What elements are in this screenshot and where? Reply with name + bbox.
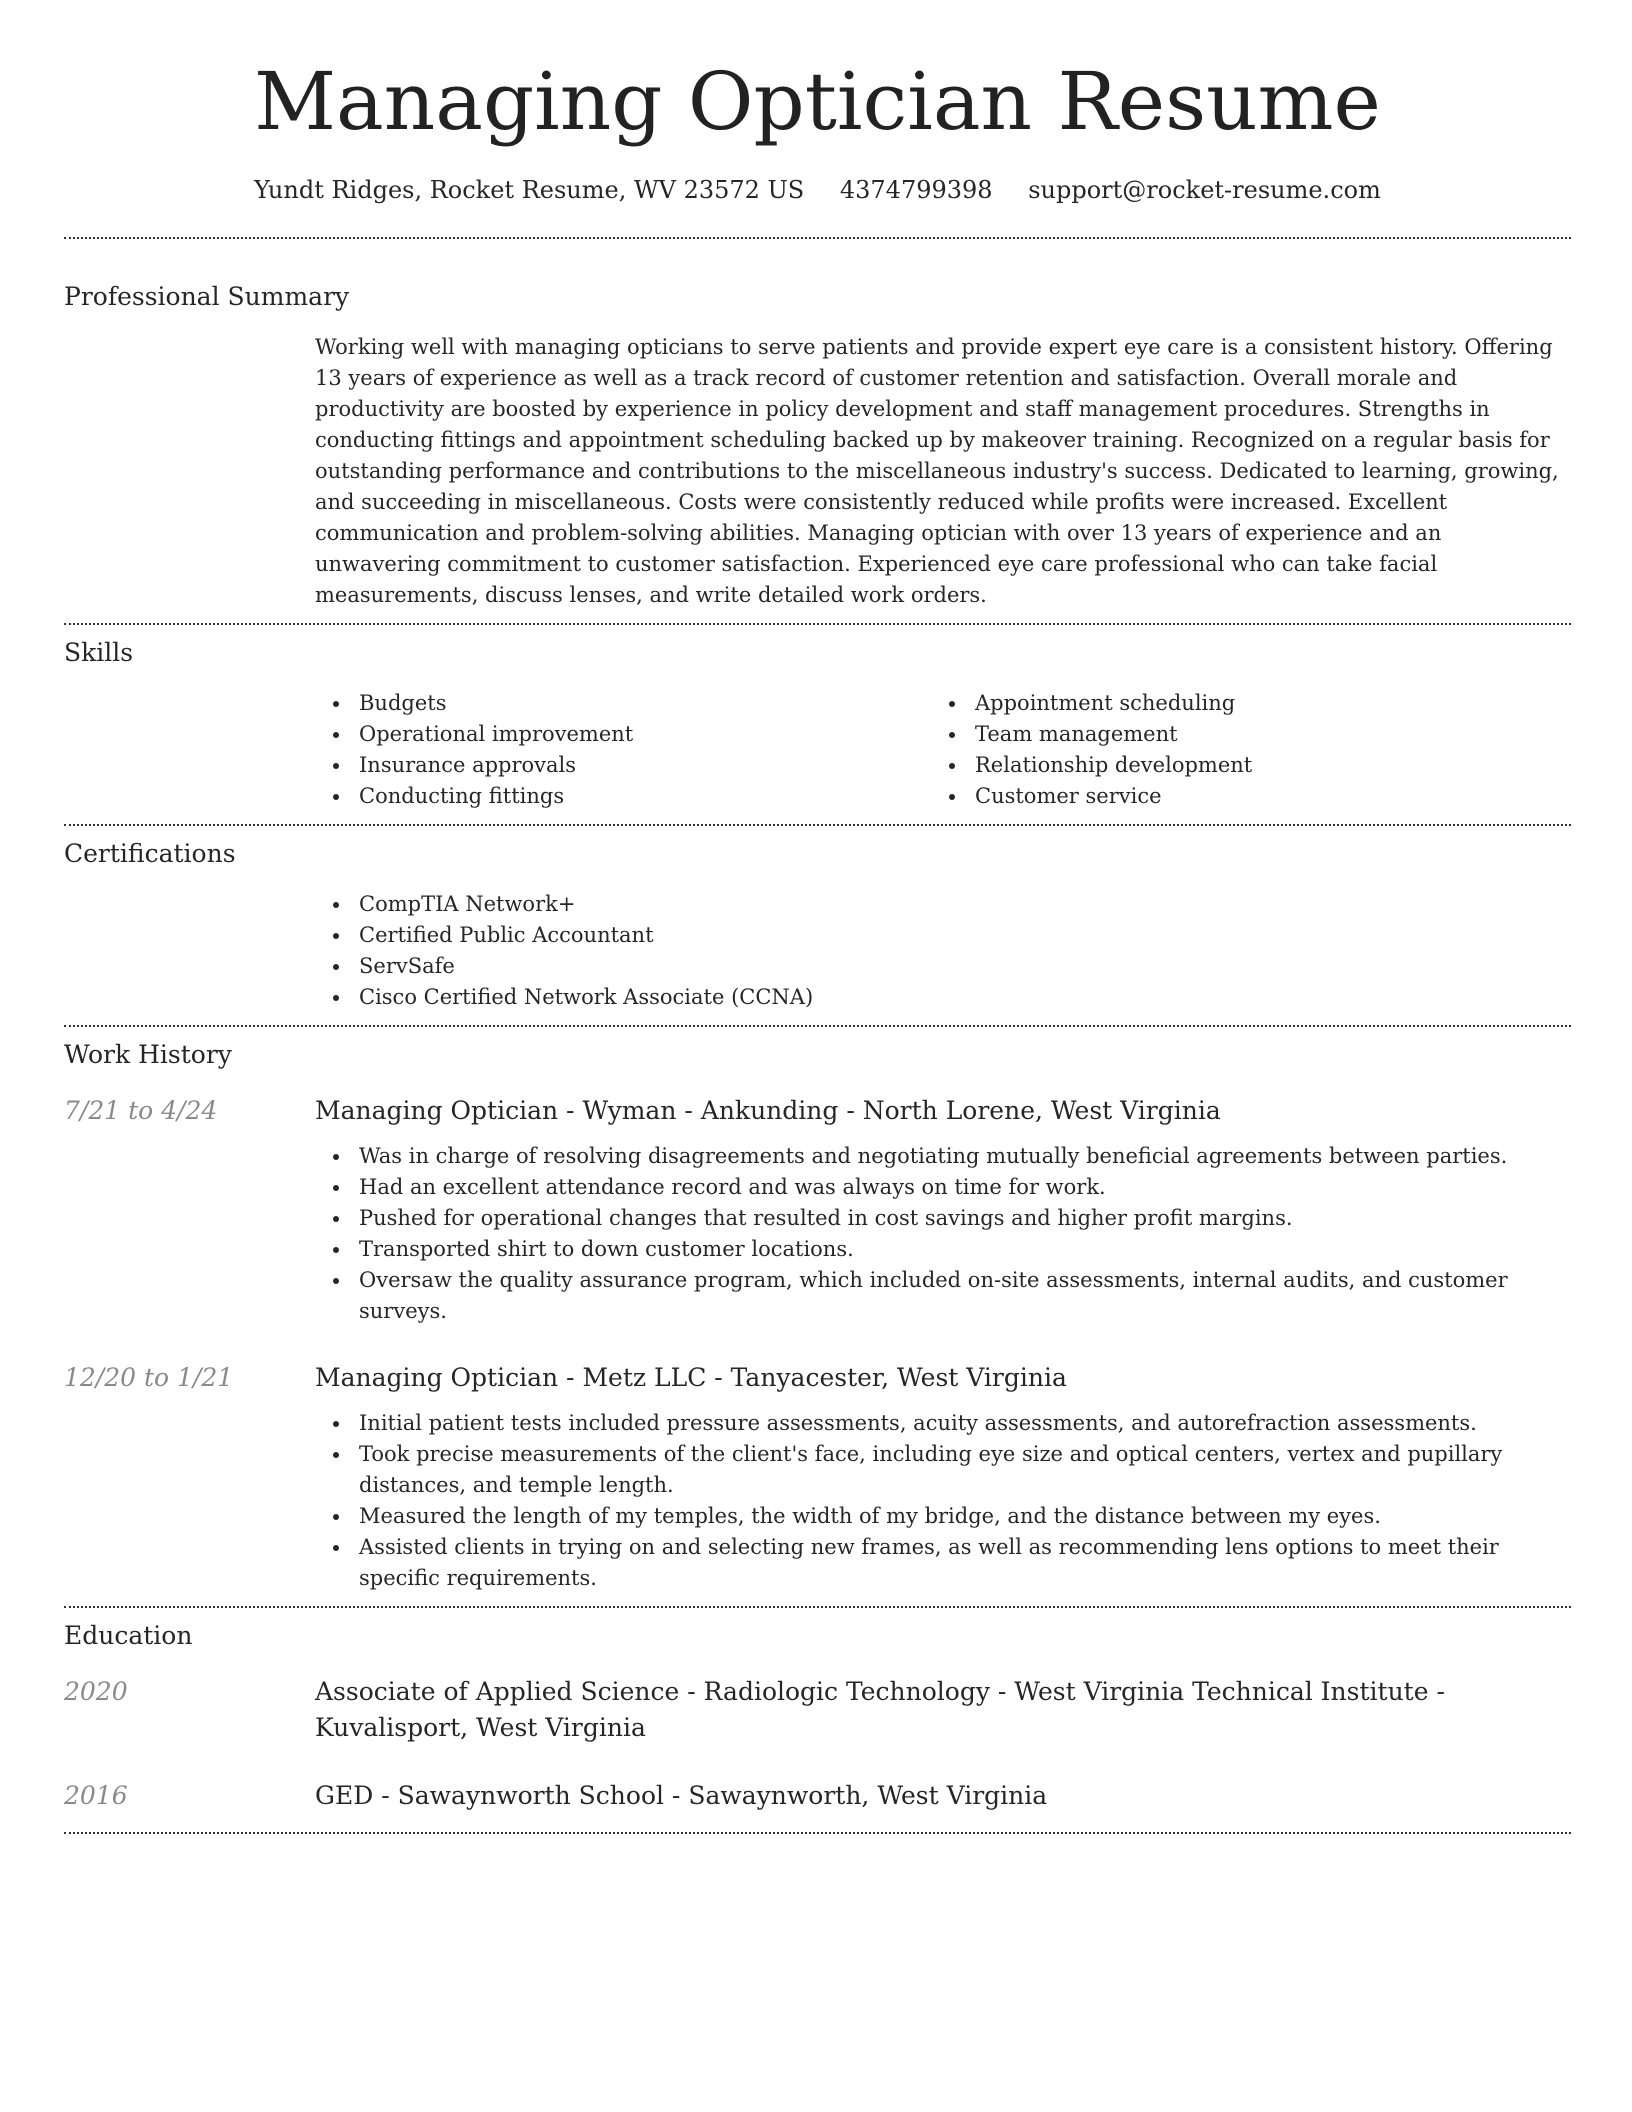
education-school-location: - West Virginia Technical Institute - Kuvalisport, West Virginia bbox=[315, 1677, 1445, 1742]
job-details bbox=[315, 1360, 1571, 1594]
skill-item: Operational improvement bbox=[315, 719, 931, 750]
job-bullet: Had an excellent attendance record and was always on time for work. bbox=[315, 1172, 1571, 1203]
section-title-work-history: Work History bbox=[64, 1040, 232, 1069]
skill-item: Appointment scheduling bbox=[931, 688, 1547, 719]
education-entry bbox=[64, 1674, 1571, 1746]
education-section bbox=[64, 1608, 1571, 1814]
resume-header bbox=[64, 0, 1571, 208]
job-bullet: Oversaw the quality assurance program, which included on-site assessments, internal audits, and customer surveys. bbox=[315, 1265, 1571, 1327]
job-dates: 7/21 to 4/24 bbox=[64, 1096, 218, 1125]
job-bullet: Pushed for operational changes that resulted in cost savings and higher profit margins. bbox=[315, 1203, 1571, 1234]
section-title-certifications: Certifications bbox=[64, 839, 236, 868]
skill-item: Budgets bbox=[315, 688, 931, 719]
job-entry bbox=[64, 1360, 1571, 1594]
education-year: 2020 bbox=[64, 1677, 128, 1706]
resume-page bbox=[64, 0, 1571, 1834]
education-school-location: - Sawaynworth School - Sawaynworth, West Virginia bbox=[373, 1781, 1048, 1810]
contact-address: Yundt Ridges, Rocket Resume, WV 23572 US bbox=[254, 176, 805, 204]
job-heading bbox=[315, 1093, 1571, 1129]
job-entry bbox=[64, 1093, 1571, 1327]
resume-title: Managing Optician Resume bbox=[254, 55, 1381, 148]
job-bullets bbox=[315, 1141, 1571, 1327]
education-details bbox=[315, 1674, 1571, 1746]
education-heading bbox=[315, 1674, 1571, 1746]
job-bullet: Was in charge of resolving disagreements and negotiating mutually beneficial agreements between parties. bbox=[315, 1141, 1571, 1172]
job-details bbox=[315, 1093, 1571, 1327]
section-title-education: Education bbox=[64, 1621, 193, 1650]
job-bullet: Initial patient tests included pressure assessments, acuity assessments, and autorefraction assessments. bbox=[315, 1408, 1571, 1439]
education-details bbox=[315, 1778, 1571, 1814]
skills-column-right bbox=[931, 688, 1547, 812]
job-title: Managing Optician bbox=[315, 1096, 559, 1125]
skill-item: Customer service bbox=[931, 781, 1547, 812]
divider bbox=[64, 1832, 1571, 1834]
skill-item: Insurance approvals bbox=[315, 750, 931, 781]
section-title-skills: Skills bbox=[64, 638, 134, 667]
work-history-section bbox=[64, 1027, 1571, 1594]
certification-item: Cisco Certified Network Associate (CCNA) bbox=[315, 982, 1571, 1013]
skill-item: Team management bbox=[931, 719, 1547, 750]
job-bullet: Took precise measurements of the client's face, including eye size and optical centers, vertex and pupillary distances, and temple length. bbox=[315, 1439, 1571, 1501]
skills-list bbox=[315, 688, 1571, 812]
summary-section bbox=[64, 239, 1571, 611]
education-heading bbox=[315, 1778, 1571, 1814]
skills-section bbox=[64, 625, 1571, 812]
education-degree: GED bbox=[315, 1781, 374, 1810]
education-degree: Associate of Applied Science - Radiologic Technology bbox=[315, 1677, 990, 1706]
job-bullet: Assisted clients in trying on and selecting new frames, as well as recommending lens options to meet their specific requirements. bbox=[315, 1532, 1571, 1594]
skill-item: Relationship development bbox=[931, 750, 1547, 781]
job-employer-location: - Wyman - Ankunding - North Lorene, West Virginia bbox=[558, 1096, 1221, 1125]
education-year: 2016 bbox=[64, 1781, 128, 1810]
job-employer-location: - Metz LLC - Tanyacester, West Virginia bbox=[558, 1363, 1067, 1392]
section-title-summary: Professional Summary bbox=[64, 282, 350, 311]
summary-text: Working well with managing opticians to serve patients and provide expert eye care is a consistent history. Offering 13 years of experience as well as a track record of customer retention and satisfaction. Overall morale and productivity are boosted by experience in policy development and staff management procedures. Strengths in conducting fittings and appointment scheduling backed up by makeover training. Recognized on a regular basis for outstanding performance and contributions to the miscellaneous industry's success. Dedicated to learning, growing, and succeeding in miscellaneous. Costs were consistently reduced while profits were increased. Excellent communication and problem-solving abilities. Managing optician with over 13 years of experience and an unwavering commitment to customer satisfaction. Experienced eye care professional who can take facial measurements, discuss lenses, and write detailed work orders. bbox=[315, 335, 1559, 607]
job-bullet: Transported shirt to down customer locations. bbox=[315, 1234, 1571, 1265]
skill-item: Conducting fittings bbox=[315, 781, 931, 812]
job-title: Managing Optician bbox=[315, 1363, 559, 1392]
job-bullets bbox=[315, 1408, 1571, 1594]
contact-email: support@rocket-resume.com bbox=[1028, 176, 1381, 204]
certifications-list bbox=[315, 889, 1571, 1013]
certifications-section bbox=[64, 826, 1571, 1013]
contact-line bbox=[64, 172, 1571, 208]
education-entry bbox=[64, 1778, 1571, 1814]
job-dates: 12/20 to 1/21 bbox=[64, 1363, 234, 1392]
contact-phone: 4374799398 bbox=[839, 176, 993, 204]
certification-item: CompTIA Network+ bbox=[315, 889, 1571, 920]
certification-item: ServSafe bbox=[315, 951, 1571, 982]
job-heading bbox=[315, 1360, 1571, 1396]
certification-item: Certified Public Accountant bbox=[315, 920, 1571, 951]
skills-column-left bbox=[315, 688, 931, 812]
job-bullet: Measured the length of my temples, the width of my bridge, and the distance between my eyes. bbox=[315, 1501, 1571, 1532]
